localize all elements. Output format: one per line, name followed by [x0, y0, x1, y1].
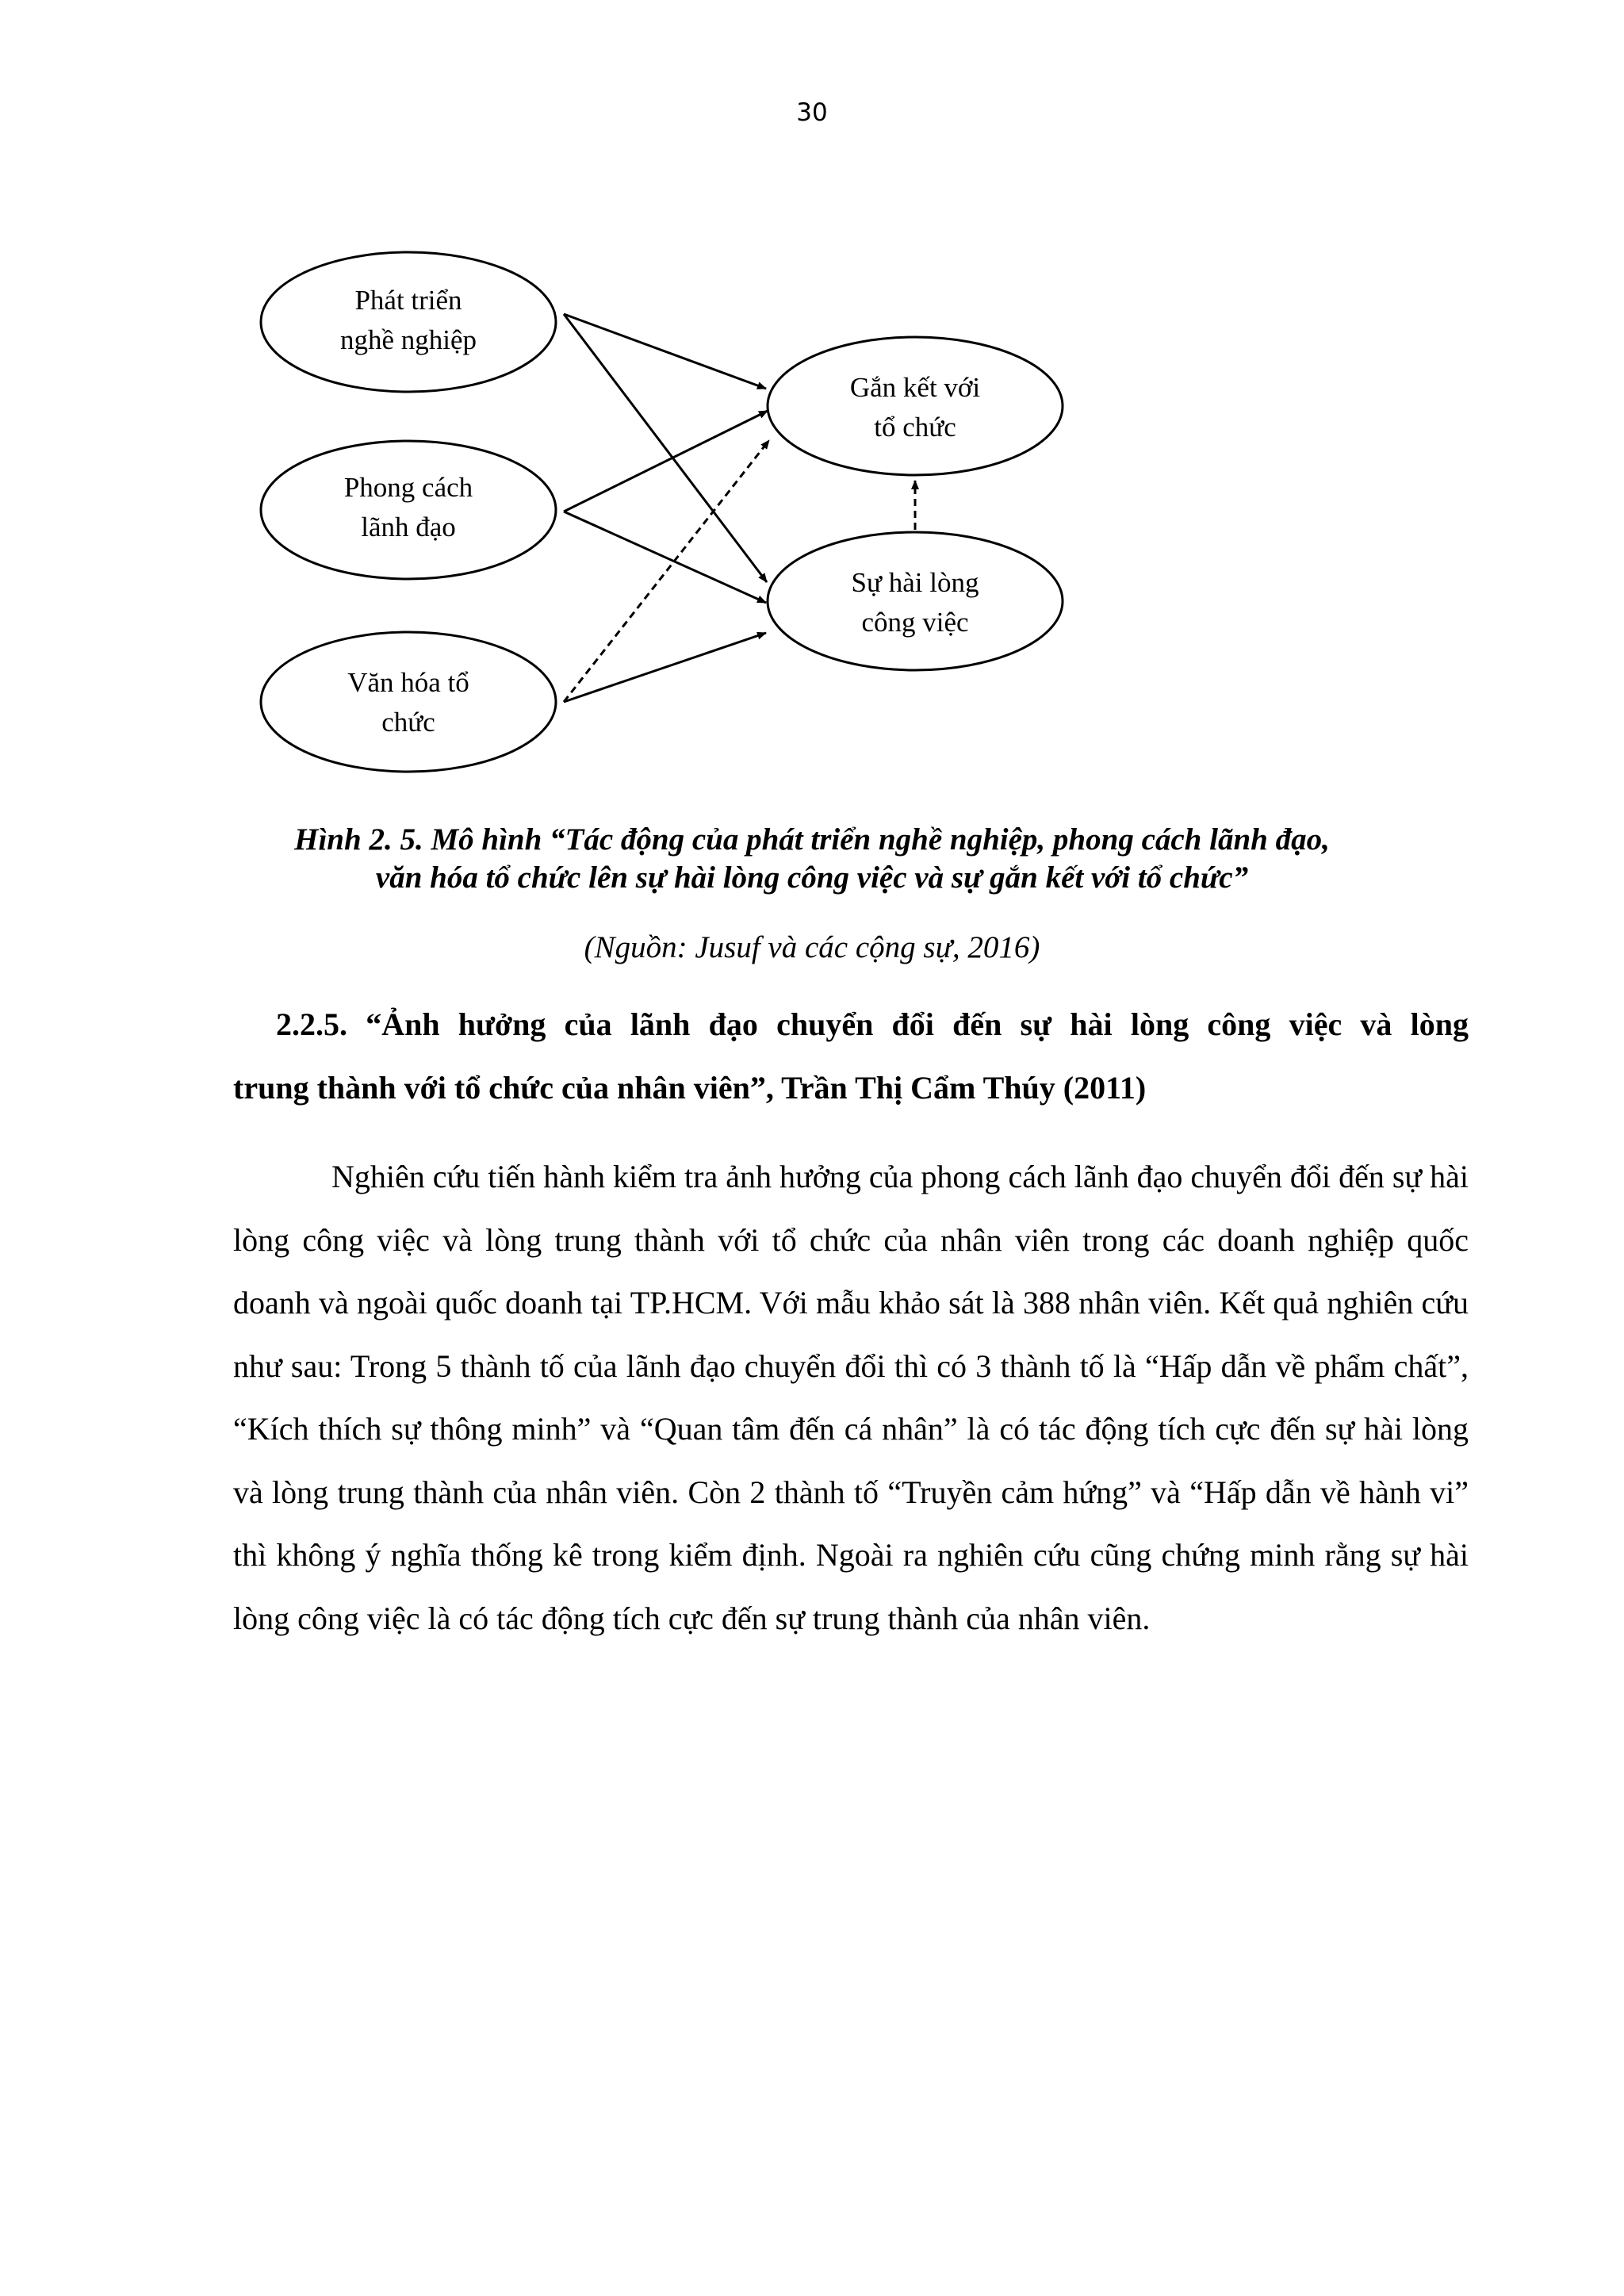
caption-line-2: văn hóa tổ chức lên sự hài lòng công việc và sự gắn kết với tổ chức”: [375, 861, 1249, 895]
heading-line-2: trung thành với tổ chức của nhân viên”, Trần Thị Cẩm Thúy (2011): [233, 1070, 1147, 1106]
edge-phat_trien-to-hai_long: [564, 314, 767, 582]
page-number: 30: [796, 98, 828, 127]
node-label: tổ chức: [874, 412, 956, 443]
edge-phong_cach-to-hai_long: [564, 512, 766, 603]
figure-caption: [0, 821, 1624, 897]
node-label: Sự hài lòng: [851, 567, 979, 598]
section-heading: [233, 993, 1469, 1120]
research-model-diagram: [0, 0, 1624, 801]
node-label: chức: [381, 707, 435, 738]
edge-van_hoa-to-gan_ket: [564, 440, 769, 702]
edge-phat_trien-to-gan_ket: [564, 314, 766, 389]
node-label: Phong cách: [343, 472, 473, 503]
figure-source: (Nguồn: Jusuf và các cộng sự, 2016): [584, 930, 1040, 964]
body-paragraph: Nghiên cứu tiến hành kiểm tra ảnh hưởng của phong cách lãnh đạo chuyển đổi đến sự hài lòng công việc và lòng trung thành với tổ chức của nhân viên trong các doanh nghiệp quốc doanh và ngoài quốc doanh tại TP.HCM. Với mẫu khảo sát là 388 nhân viên. Kết quả nghiên cứu như sau: Trong 5 thành tố của lãnh đạo chuyển đổi thì có 3 thành tố là “Hấp dẫn về phẩm chất”, “Kích thích sự thông minh” và “Quan tâm đến cá nhân” là có tác động tích cực đến sự hài lòng và lòng trung thành của nhân viên. Còn 2 thành tố “Truyền cảm hứng” và “Hấp dẫn về hành vi” thì không ý nghĩa thống kê trong kiểm định. Ngoài ra nghiên cứu cũng chứng minh rằng sự hài lòng công việc là có tác động tích cực đến sự trung thành của nhân viên.: [233, 1159, 1469, 1636]
node-gan-ket-voi-to-chuc: [768, 337, 1063, 475]
caption-line-1: Hình 2. 5. Mô hình “Tác động của phát triển nghề nghiệp, phong cách lãnh đạo,: [294, 822, 1330, 857]
node-label: nghề nghiệp: [339, 324, 477, 355]
node-label: Phát triển: [354, 285, 462, 316]
node-label: Gắn kết với: [849, 372, 981, 403]
node-label: công việc: [861, 607, 969, 638]
node-su-hai-long-cong-viec: [768, 532, 1063, 670]
node-label: Văn hóa tổ: [347, 667, 469, 698]
node-phat-trien-nghe-nghiep: [261, 252, 556, 392]
node-van-hoa-to-chuc: [261, 632, 556, 772]
heading-line-1: 2.2.5. “Ảnh hưởng của lãnh đạo chuyển đổi đến sự hài lòng công việc và lòng: [276, 1006, 1469, 1042]
node-label: lãnh đạo: [361, 512, 456, 542]
edge-van_hoa-to-hai_long: [564, 633, 766, 702]
node-phong-cach-lanh-dao: [261, 441, 556, 579]
edge-phong_cach-to-gan_ket: [564, 411, 768, 512]
